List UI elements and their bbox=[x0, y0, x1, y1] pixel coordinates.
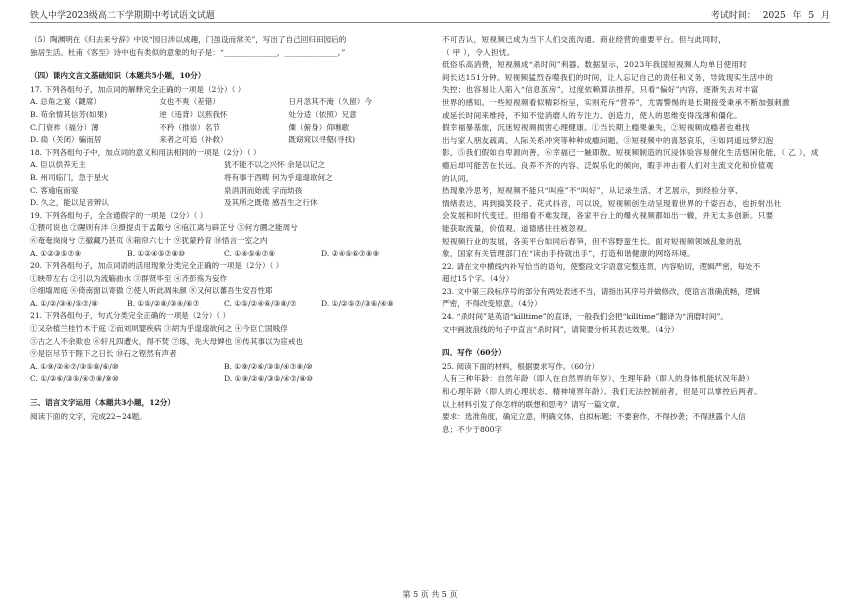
option-row bbox=[30, 185, 418, 198]
text-line: ①映带左右 ②引以为流觞曲水 ③群贤毕至 ④齐彭殇为妄作 bbox=[30, 273, 228, 283]
option-cell: C. 客逾庖而宴 bbox=[30, 185, 79, 195]
option-cell: C. ①/②⑥/③⑤/④⑦⑧/⑨⑩ bbox=[30, 374, 119, 384]
option-cell: 将有事于西畴 何为乎遑遑欲何之 bbox=[224, 172, 333, 182]
text-line: 或延长时间来维持，不知不觉消磨人的专注力、创造力，使人的思维变得浅薄和僵化。 bbox=[442, 110, 742, 120]
text-line: ⑥奄奄岗岗兮 ⑦撤藏乃甚页 ⑧箱帘六七十 ⑨犹蒙矜育 ⑩悟言一室之内 bbox=[30, 235, 268, 245]
page-header bbox=[30, 6, 830, 23]
option-cell: C. ①⑤/②④⑥/③⑧/⑦ bbox=[224, 298, 297, 308]
option-cell: 泉涓涓而始流 字而幼孩 bbox=[224, 185, 303, 195]
option-cell: C. ①④⑤⑥⑦⑧ bbox=[224, 248, 276, 258]
text-line: 间长达151分钟。短视频猛烈吞噬我们的时间，让人忘记自己的责任和义务，导致现实生活中的 bbox=[442, 72, 774, 82]
text-line: 18. 下列各组句子中，加点词的意义和用法相同的一项是（2分）（ ） bbox=[30, 147, 261, 157]
text-line: （5）陶渊明在《归去来兮辞》中说“园日涉以成趣，门虽设而常关”，写出了自己回归田园后的 bbox=[30, 35, 347, 44]
option-row bbox=[30, 172, 418, 185]
exam-title: 铁人中学2023级高二下学期期中考试语文试题 bbox=[30, 11, 215, 21]
option-cell: B. 州司临门，急于星火 bbox=[30, 172, 109, 182]
text-line: 24. “杀时间”是英语“killtime”的直译，一般我们会把“killtime”翻译为“消磨时间”。 bbox=[442, 312, 728, 322]
text-line: 象，国家有关管理部门在“读由手持就出手”，打造和谐健康的网络环境。 bbox=[442, 249, 696, 259]
text-line: 要求：选准角度，确定立意，明确文体，自拟标题；不要套作，不得抄袭；不得泄露个人信 bbox=[442, 412, 746, 422]
text-line: 严密，不得改变原意。（4分） bbox=[442, 299, 542, 309]
text-line: 会发展和时代变迁。但细看不难发现，各家平台上的爆火视频都如出一辙，并无太多创新。只要 bbox=[442, 211, 774, 221]
option-row bbox=[30, 159, 418, 172]
option-cell: 日月忽其不淹（久留）今 bbox=[288, 97, 372, 107]
option-cell: D. ①/②⑤⑦/③⑥/④⑧ bbox=[321, 298, 394, 308]
option-cell: B. ①⑨/②⑥/③⑤/④⑦⑧/⑩ bbox=[224, 361, 313, 371]
option-cell: D. 久之，能以足音辨认 bbox=[30, 198, 109, 208]
option-cell: B. 苟余情其信芳(如果) bbox=[30, 109, 108, 119]
right-column bbox=[442, 34, 832, 436]
text-line: 19. 下列各组句子，全含通假字的一项是（2分）（ ） bbox=[30, 210, 208, 220]
spacer bbox=[30, 59, 418, 65]
option-row bbox=[30, 134, 418, 147]
text-line: 25. 阅读下面的材料，根据要求写作。（60分） bbox=[442, 361, 600, 371]
option-cell: A. 总角之宴（鍵席） bbox=[30, 97, 102, 107]
option-cell: C.门衰祚（福分）薄 bbox=[30, 122, 99, 132]
option-row bbox=[30, 373, 418, 386]
text-line: 假幸福暴基旅，沉迷短视频损害心理健康。①当长期上瘾果兼失，②短视频成瘾者也难找 bbox=[442, 123, 750, 133]
text-line: ⑨是臣尽节于陛下之日长 ⑩石之铿然有声者 bbox=[30, 349, 177, 359]
text-line: 的认同。 bbox=[442, 173, 474, 183]
text-line: 不可否认，短视频已成为当下人们交流沟通、商业经营的重要平台。但与此同时， bbox=[442, 35, 727, 44]
text-line: 世界的感知。一些短视频看似精彩纷呈，实则充斥“营养”，尤需警惕的是长期接受秉承不断加强刺激 bbox=[442, 97, 790, 107]
spacer bbox=[30, 386, 418, 392]
option-cell: A. ①②③⑤⑦⑨ bbox=[30, 248, 82, 258]
option-cell: D. ①⑨/②⑥/③⑤/④⑦/⑧⑩ bbox=[224, 374, 313, 384]
text-line: 17. 下列各组句子，加点词的解释完全正确的一项是（2分）（ ） bbox=[30, 84, 246, 94]
option-cell: 及其所之既倦 感吾生之行休 bbox=[224, 198, 318, 208]
text-line: 21. 下列各组句子，句式分类完全正确的一项是（2分）（ ） bbox=[30, 311, 231, 321]
text-line: 影，⑤我们假如自卑源向善，⑥幸福已一触即散。短视频制造的沉浸体验容易催化生活悠闲化能，（ 乙 ），成 bbox=[442, 148, 819, 158]
option-cell: B. ①②④⑤⑦⑧⑩ bbox=[127, 248, 186, 258]
section-heading: （四）课内文言文基础知识（本题共5小题，10分） bbox=[30, 71, 206, 81]
option-cell: 女也不爽（差错） bbox=[159, 97, 220, 107]
text-line: 独居生活。杜甫《客至》诗中也有类似的意象的句子是：“______________，______________。” bbox=[30, 47, 346, 57]
option-cell: 既窈窕以寻壑(寻找) bbox=[288, 135, 356, 145]
option-row bbox=[30, 248, 418, 261]
text-line: 出与家人朋友疏离、人际关系冲突等种种成瘾问题。③短视频中的喜怒哀乐，④如同遥远梦幻泡 bbox=[442, 135, 774, 145]
text-line: 以上材料引发了你怎样的联想和思考？请写一篇文章。 bbox=[442, 399, 625, 409]
option-row bbox=[30, 298, 418, 311]
option-cell: D. 扃（关闭）骗而居 bbox=[30, 135, 102, 145]
text-line: 瘾后却可能苦在长远。良养不齐的内容、泛娱乐化的倾向，暇手冲击着人们对主流文化和价值观 bbox=[442, 160, 774, 170]
spacer bbox=[442, 336, 832, 342]
text-line: ⑤古之人不余欺也 ⑥轩凡四遭火，得不焚 ⑦琢，先大母婢也 ⑧传其事以为宦戒也 bbox=[30, 336, 304, 346]
text-line: ①又杂植兰桂竹木于庭 ②而刘夙婴疾病 ③胡为乎遑遑欲何之 ④今臣亡国贱俘 bbox=[30, 324, 288, 334]
text-line: 22. 请在文中横线内补写恰当的语句，使整段文字语意完整连贯，内容贴切，逻辑严密，每处不 bbox=[442, 261, 761, 271]
option-cell: 处分适（依照）兄意 bbox=[288, 109, 357, 119]
text-line: 和心理年龄（即人的心理状态、精神境界年龄）。我们无法控制前者，但是可以掌控后两者。 bbox=[442, 387, 762, 397]
option-cell: 犹不能不以之兴怀 余是以记之 bbox=[224, 160, 326, 170]
option-cell: 不矜（推崇）名节 bbox=[159, 122, 220, 132]
text-line: 文中画波浪线的句子中直言“杀时间”，请简要分析其表达效果。（4分） bbox=[442, 324, 679, 334]
text-line: 人有三种年龄：自然年龄（即人在自然界的年岁）、生理年龄（即人的身体机能状况年龄） bbox=[442, 374, 754, 384]
text-line: 情绪表达，再到搞笑段子、花式抖音，可以说，短视频创生动呈现着世界的千姿百态，也折射出社 bbox=[442, 198, 782, 208]
option-row bbox=[30, 361, 418, 374]
text-line: 失控；也容易让人陷入“信息茧房”，过度依赖算法推荐，只看“偏好”内容，逐渐失去对丰富 bbox=[442, 85, 759, 95]
text-line: 能获取流量，价值观、道德感往往被忽视。 bbox=[442, 223, 592, 233]
option-cell: D. ②④⑤⑥⑦⑧⑨ bbox=[321, 248, 380, 258]
option-cell: A. ①⑨/②④⑦/③⑤⑧/⑥/⑩ bbox=[30, 361, 119, 371]
option-cell: A. ①/②/③④/⑤⑦/⑧ bbox=[30, 298, 99, 308]
option-cell: 傈（俯身）仰噍歌 bbox=[288, 122, 350, 132]
left-column bbox=[30, 34, 418, 423]
text-line: 低俗乐高消费，短视频成“杀时间”利器。数据显示，2023年我国短视频人均单日使用时 bbox=[442, 60, 748, 70]
section-heading: 三、语言文字运用（本题共3小题，12分） bbox=[30, 398, 175, 408]
option-row bbox=[30, 197, 418, 210]
text-line: 息；不少于800字 bbox=[442, 424, 503, 434]
text-line: 20. 下列各组句子，加点词语的活用现象分类完全正确的一项是（2分）（ ） bbox=[30, 261, 284, 271]
text-line: 超过15个字。（4分） bbox=[442, 274, 514, 284]
option-cell: B. ①⑤/②⑧/③④/⑥⑦ bbox=[127, 298, 200, 308]
text-line: 23. 文中第三段标序号的部分有两处表述不当，请指出其序号并做修改，使语言准确流畅，逻辑 bbox=[442, 286, 761, 296]
text-line: （ 甲 ），令人担忧。 bbox=[442, 47, 515, 57]
text-line: ①猥可说也 ②隰则有泮 ③摄提贞于孟陬兮 ④庖江离与辟芷兮 ⑤何方圜之能周兮 bbox=[30, 223, 298, 233]
option-row bbox=[30, 109, 418, 122]
text-line: 阅读下面的文字，完成22~24题。 bbox=[30, 411, 147, 421]
option-cell: 逆（违背）以煎我怀 bbox=[159, 109, 228, 119]
option-row bbox=[30, 96, 418, 109]
text-line: ⑤细墙周庭 ⑥倚南窗以寄傲 ⑦使人听此凋朱颜 ⑧又何以蕃吾生安吾性耶 bbox=[30, 286, 273, 296]
text-line: 热现象冷思考，短视频不能只“叫座”不“叫好”，从记录生活、才艺展示，到经验分享、 bbox=[442, 186, 743, 196]
page-number: 第 5 页 共 5 页 bbox=[402, 590, 458, 599]
text-line: 短视频行业的发展，各美平台如同后春笋，但不容野蛮生长。面对短视频领域乱象的乱 bbox=[442, 236, 742, 246]
section-heading: 四、写作（60分） bbox=[442, 348, 506, 358]
option-cell: 来者之可追（补救） bbox=[159, 135, 228, 145]
option-cell: A. 臣以供养无主 bbox=[30, 160, 86, 170]
option-row bbox=[30, 122, 418, 135]
exam-time: 考试时间： 2025 年 5 月 bbox=[710, 11, 830, 21]
